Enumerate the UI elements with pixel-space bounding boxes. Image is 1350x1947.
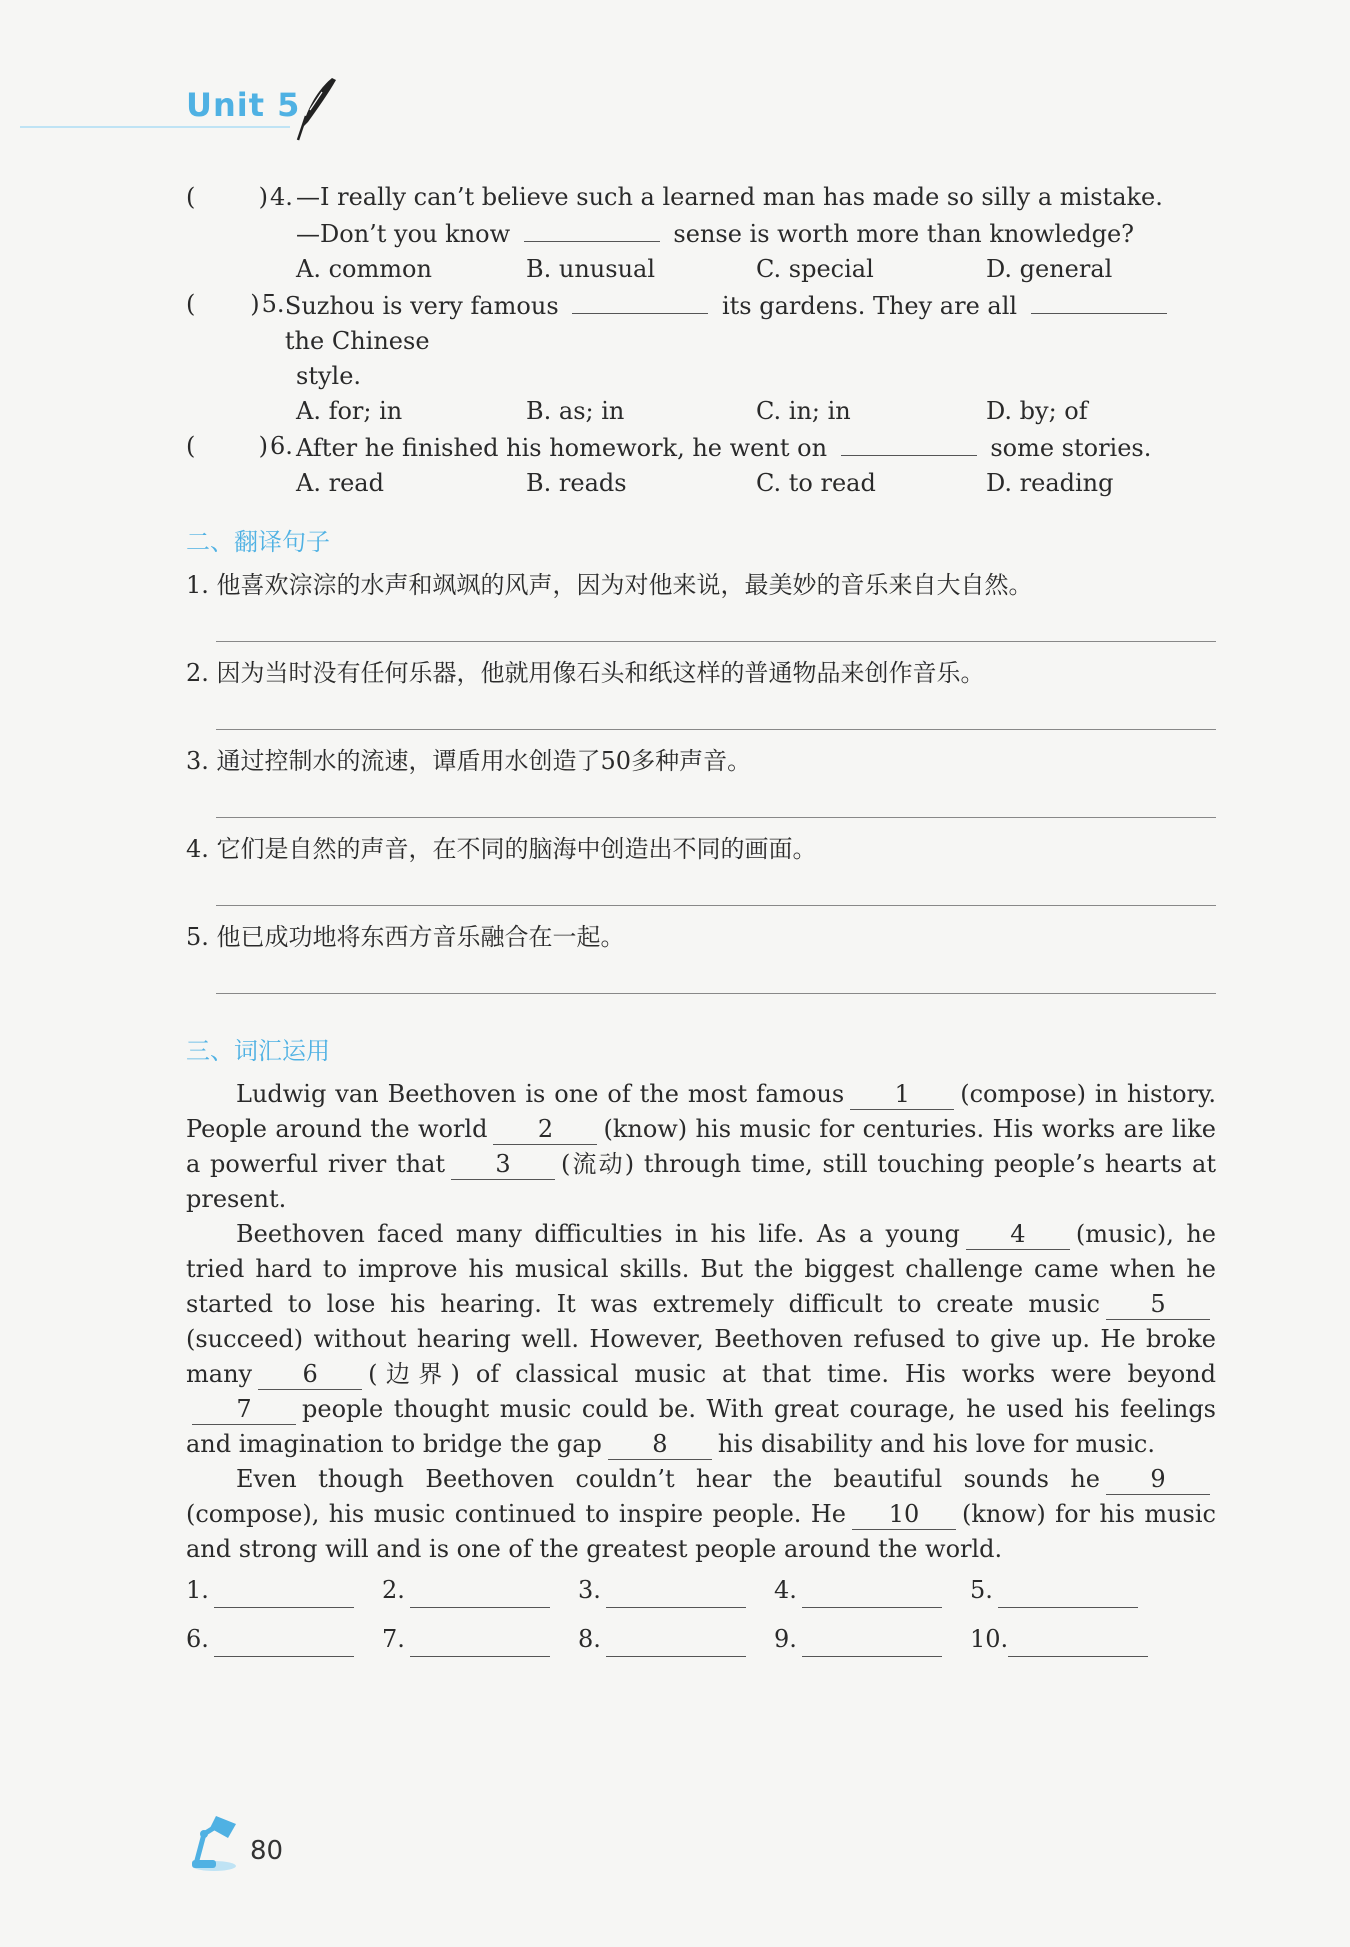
fill-blank[interactable] [524, 215, 660, 242]
question-6 [186, 429, 1216, 501]
numbered-blank[interactable]: 1 [850, 1079, 954, 1110]
option-a: A. for; in [296, 397, 403, 425]
translation-prompt: 5. 他已成功地将东西方音乐融合在一起。 [186, 923, 625, 951]
fill-blank[interactable] [841, 429, 977, 456]
answer-slot[interactable] [578, 1573, 774, 1608]
option-c: C. to read [756, 469, 876, 497]
answer-slot[interactable] [970, 1622, 1166, 1657]
answer-number: 5. [970, 1576, 993, 1604]
answer-line[interactable] [802, 1626, 942, 1657]
answer-line[interactable] [216, 867, 1216, 906]
option-b: B. reads [526, 469, 627, 497]
translation-list [186, 568, 1216, 994]
option-c: C. special [756, 255, 874, 283]
page-content [186, 180, 1216, 1657]
numbered-blank[interactable]: 8 [608, 1429, 712, 1460]
translation-prompt: 4. 它们是自然的声音，在不同的脑海中创造出不同的画面。 [186, 835, 817, 863]
translation-item [186, 656, 1216, 730]
option-d: D. reading [986, 469, 1114, 497]
pen-icon [292, 76, 338, 142]
answer-line[interactable] [216, 691, 1216, 730]
question-text: Suzhou is very famous [284, 292, 559, 320]
question-text: —Don’t you know [296, 220, 511, 248]
answer-number: 9. [774, 1625, 797, 1653]
numbered-blank[interactable]: 7 [192, 1394, 296, 1425]
answer-number: 6. [186, 1625, 209, 1653]
unit-title: Unit 5 [186, 86, 301, 124]
answer-slot[interactable] [970, 1573, 1166, 1608]
question-text: After he finished his homework, he went on [296, 434, 828, 462]
passage-text: (compose) in history. People around the world [186, 1080, 1216, 1143]
answer-line[interactable] [214, 1626, 354, 1657]
answer-slot[interactable] [382, 1573, 578, 1608]
question-text: —I really can’t believe such a learned man has made so silly a mistake. [296, 183, 1163, 211]
question-number: 5. [261, 290, 285, 318]
answer-parentheses[interactable]: ( ) [186, 290, 260, 318]
translation-prompt: 3. 通过控制水的流速，谭盾用水创造了50多种声音。 [186, 747, 752, 775]
question-number: 6. [270, 432, 293, 460]
answer-line[interactable] [1008, 1626, 1148, 1657]
fill-blank[interactable] [1031, 287, 1167, 314]
option-d: D. general [986, 255, 1113, 283]
numbered-blank[interactable]: 4 [966, 1219, 1070, 1250]
passage-text: (succeed) without hearing well. However, Beethoven refused to give up. He broke many [186, 1325, 1216, 1388]
answer-line[interactable] [606, 1577, 746, 1608]
lamp-icon [186, 1812, 242, 1872]
answer-line[interactable] [214, 1577, 354, 1608]
passage-text: Even though Beethoven couldn’t hear the beautiful sounds he [236, 1465, 1100, 1493]
translation-item [186, 832, 1216, 906]
answer-slot[interactable] [382, 1622, 578, 1657]
passage-text: (music), he tried hard to improve his musical skills. But the biggest challenge came when he started to lose his hearing. It was extremely difficult to create music [186, 1220, 1217, 1318]
passage-text: Beethoven faced many difficulties in his life. As a young [236, 1220, 960, 1248]
passage-text: (know) for his music and strong will and is one of the greatest people around the world. [186, 1500, 1216, 1563]
translation-item [186, 568, 1216, 642]
passage [186, 1077, 1216, 1567]
passage-text: his disability and his love for music. [717, 1430, 1155, 1458]
answer-number: 1. [186, 1576, 209, 1604]
answer-line[interactable] [216, 603, 1216, 642]
options-row [186, 466, 1216, 501]
answer-slot[interactable] [774, 1622, 970, 1657]
option-a: A. read [296, 469, 384, 497]
answer-slot[interactable] [186, 1622, 382, 1657]
passage-paragraph [186, 1217, 1216, 1462]
translation-item [186, 920, 1216, 994]
answer-line[interactable] [216, 955, 1216, 994]
passage-paragraph [186, 1462, 1216, 1567]
answer-line[interactable] [802, 1577, 942, 1608]
answer-line[interactable] [410, 1577, 550, 1608]
option-a: A. common [296, 255, 432, 283]
question-text: style. [296, 362, 362, 390]
answer-number: 8. [578, 1625, 601, 1653]
question-5 [186, 287, 1216, 429]
numbered-blank[interactable]: 2 [493, 1114, 597, 1145]
answer-grid [186, 1573, 1216, 1657]
answer-line[interactable] [410, 1626, 550, 1657]
answer-slot[interactable] [578, 1622, 774, 1657]
passage-text: (边界) of classical music at that time. His works were beyond [368, 1360, 1216, 1388]
question-number: 4. [270, 183, 293, 211]
answer-number: 2. [382, 1576, 405, 1604]
answer-slot[interactable] [774, 1573, 970, 1608]
fill-blank[interactable] [572, 287, 708, 314]
numbered-blank[interactable]: 10 [852, 1499, 956, 1530]
question-4 [186, 180, 1216, 287]
numbered-blank[interactable]: 6 [258, 1359, 362, 1390]
numbered-blank[interactable]: 9 [1106, 1464, 1210, 1495]
answer-line[interactable] [606, 1626, 746, 1657]
option-b: B. as; in [526, 397, 625, 425]
passage-text: Ludwig van Beethoven is one of the most famous [236, 1080, 845, 1108]
question-text: its gardens. They are all [721, 292, 1018, 320]
passage-text: (compose), his music continued to inspire people. He [186, 1500, 847, 1528]
options-row [186, 252, 1216, 287]
section-title-translation: 二、翻译句子 [186, 528, 330, 556]
answer-number: 10. [970, 1625, 1009, 1653]
numbered-blank[interactable]: 3 [451, 1149, 555, 1180]
option-c: C. in; in [756, 397, 851, 425]
answer-parentheses[interactable]: ( ) [186, 183, 268, 211]
header-rule [20, 126, 290, 128]
options-row [186, 394, 1216, 429]
section-title-vocabulary: 三、词汇运用 [186, 1037, 330, 1065]
answer-line[interactable] [216, 779, 1216, 818]
answer-parentheses[interactable]: ( ) [186, 432, 268, 460]
option-b: B. unusual [526, 255, 656, 283]
answer-number: 4. [774, 1576, 797, 1604]
passage-text: (know) his music for centuries. His works are like a powerful river that [186, 1115, 1217, 1178]
translation-prompt: 2. 因为当时没有任何乐器，他就用像石头和纸这样的普通物品来创作音乐。 [186, 659, 985, 687]
question-text: some stories. [990, 434, 1152, 462]
page-number: 80 [250, 1836, 284, 1866]
numbered-blank[interactable]: 5 [1106, 1289, 1210, 1320]
translation-prompt: 1. 他喜欢淙淙的水声和飒飒的风声，因为对他来说，最美妙的音乐来自大自然。 [186, 571, 1033, 599]
answer-number: 7. [382, 1625, 405, 1653]
passage-text: people thought music could be. With great courage, he used his feelings and imagination to bridge the gap [186, 1395, 1216, 1458]
answer-line[interactable] [998, 1577, 1138, 1608]
option-d: D. by; of [986, 397, 1088, 425]
answer-slot[interactable] [186, 1573, 382, 1608]
passage-text: (流动) through time, still touching people’s hearts at present. [186, 1150, 1216, 1213]
answer-number: 3. [578, 1576, 601, 1604]
translation-item [186, 744, 1216, 818]
question-text: the Chinese [284, 327, 430, 355]
passage-paragraph [186, 1077, 1216, 1217]
question-text: sense is worth more than knowledge? [673, 220, 1135, 248]
